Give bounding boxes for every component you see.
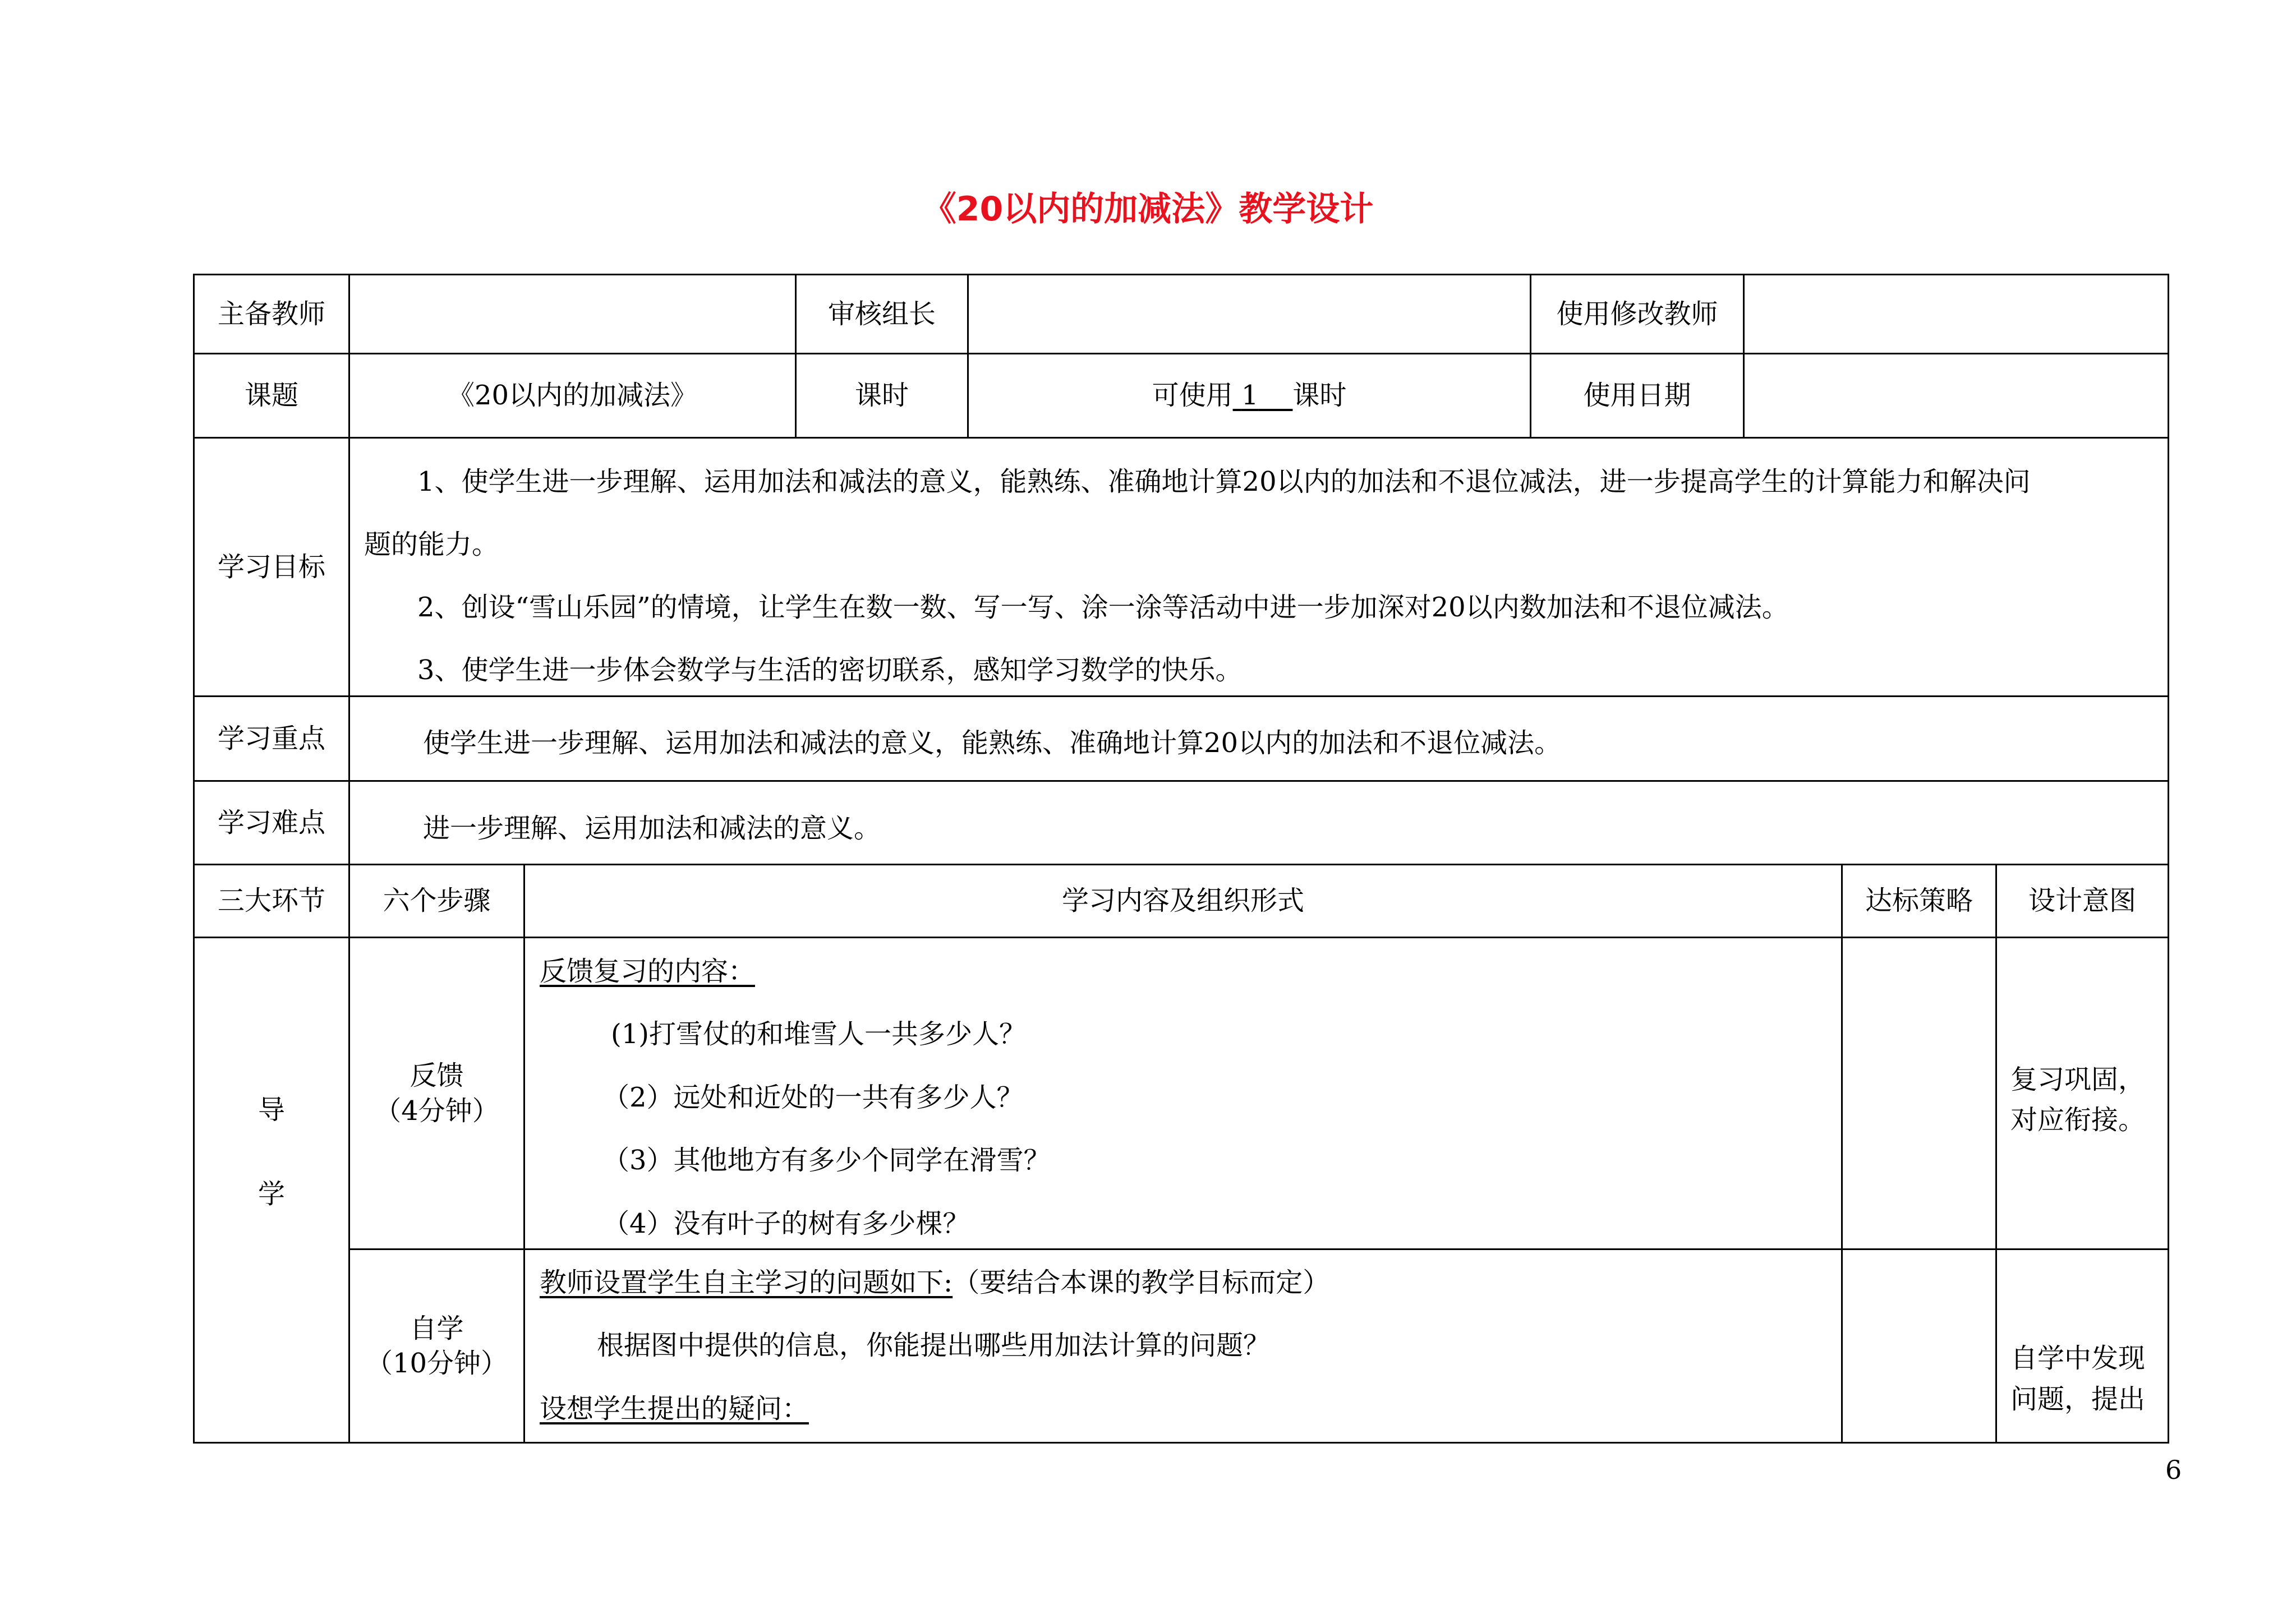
column-header-intent: 设计意图 (2028, 885, 2136, 917)
lesson-hours-field (969, 354, 1530, 437)
table-rule (193, 437, 2169, 439)
self-study-intent-line-2: 问题，提出 (2010, 1384, 2146, 1415)
stage-guide-char-1: 导 (258, 1094, 286, 1126)
use-date-label: 使用日期 (1583, 380, 1691, 412)
objective-item-3: 3、使学生进一步体会数学与生活的密切联系，感知学习数学的快乐。 (417, 654, 1243, 686)
table-rule (193, 780, 2169, 782)
step-self-study-name: 自学 (409, 1312, 464, 1344)
modify-teacher-value[interactable] (1745, 275, 2168, 353)
self-study-question: 根据图中提供的信息，你能提出哪些用加法计算的问题？ (597, 1330, 1271, 1361)
main-teacher-label: 主备教师 (217, 298, 325, 330)
column-header-content: 学习内容及组织形式 (1061, 885, 1304, 917)
objective-item-2: 2、创设“雪山乐园”的情境，让学生在数一数、写一写、涂一涂等活动中进一步加深对20以内数加法和不退位减法。 (417, 592, 1789, 623)
table-rule (1995, 864, 1997, 1444)
review-leader-value[interactable] (969, 275, 1530, 353)
difficult-points-label: 学习难点 (217, 806, 325, 838)
lesson-plan-table (193, 274, 2169, 1444)
step-feedback-name: 反馈 (409, 1060, 464, 1092)
main-teacher-value[interactable] (350, 275, 795, 353)
feedback-question-4: （4）没有叶子的树有多少棵？ (602, 1208, 970, 1239)
table-rule (523, 864, 525, 1444)
topic-label: 课题 (244, 380, 298, 412)
table-rule (1841, 864, 1843, 1444)
self-study-heading-line (540, 1261, 1329, 1299)
self-study-heading-note: （要结合本课的教学目标而定） (953, 1267, 1330, 1298)
modify-teacher-label: 使用修改教师 (1556, 298, 1718, 330)
document-title: 《20以内的加减法》教学设计 (922, 190, 1374, 229)
feedback-question-2: （2）远处和近处的一共有多少人？ (602, 1082, 1024, 1113)
feedback-intent-line-2: 对应衔接。 (2010, 1104, 2146, 1136)
step-feedback (350, 938, 523, 1248)
feedback-heading: 反馈复习的内容： (540, 956, 756, 987)
lesson-hours-prefix: 可使用 (1152, 380, 1233, 412)
table-rule (348, 1248, 2169, 1250)
objective-item-1-line-2: 题的能力。 (364, 529, 499, 560)
table-rule (193, 1442, 2169, 1444)
objectives-label: 学习目标 (217, 551, 325, 583)
step-self-study-time: （10分钟） (365, 1348, 508, 1379)
column-header-steps: 六个步骤 (383, 885, 491, 917)
objective-item-1-line-1: 1、使学生进一步理解、运用加法和减法的意义，能熟练、准确地计算20以内的加法和不退位减法，进一步提高学生的计算能力和解决问 (417, 466, 2031, 497)
step-feedback-time: （4分钟） (374, 1095, 499, 1127)
key-points-label: 学习重点 (217, 722, 325, 754)
difficult-points-text: 进一步理解、运用加法和减法的意义。 (423, 813, 881, 844)
step-self-study (350, 1250, 523, 1442)
key-points-text: 使学生进一步理解、运用加法和减法的意义，能熟练、准确地计算20以内的加法和不退位减法。 (423, 727, 1562, 759)
table-rule (2168, 274, 2169, 1444)
page-number: 6 (2165, 1455, 2182, 1485)
review-leader-label: 审核组长 (827, 298, 936, 330)
column-header-strategy: 达标策略 (1865, 885, 1973, 917)
lesson-hours-value[interactable]: 1 (1241, 380, 1259, 412)
use-date-value[interactable] (1745, 354, 2168, 437)
lesson-hours-suffix: 课时 (1292, 380, 1347, 412)
self-study-intent-line-1: 自学中发现 (2010, 1343, 2146, 1374)
topic-value: 《20以内的加减法》 (447, 380, 698, 412)
column-header-stage: 三大环节 (217, 885, 325, 917)
feedback-intent-line-1: 复习巩固， (2010, 1064, 2146, 1095)
self-study-heading: 教师设置学生自主学习的问题如下: (540, 1267, 953, 1298)
table-rule (193, 695, 2169, 697)
stage-guide-char-2: 学 (258, 1178, 286, 1210)
assumed-questions-heading: 设想学生提出的疑问： (540, 1393, 809, 1424)
feedback-question-3: （3）其他地方有多少个同学在滑雪？ (602, 1145, 1051, 1176)
feedback-question-1: (1)打雪仗的和堆雪人一共多少人？ (611, 1018, 1026, 1050)
lesson-hours-label: 课时 (854, 380, 909, 412)
